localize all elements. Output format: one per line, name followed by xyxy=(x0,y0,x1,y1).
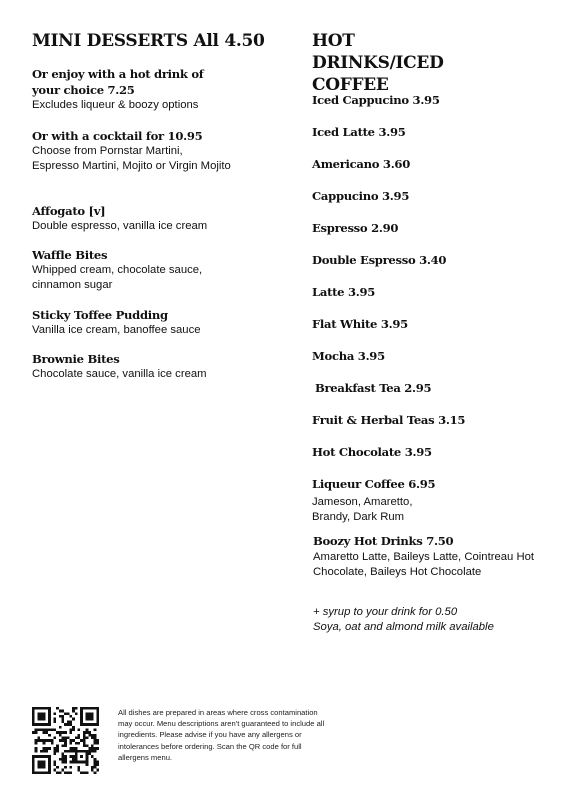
drink-item xyxy=(312,412,557,428)
drink-item xyxy=(312,92,557,108)
drink-item xyxy=(315,380,560,396)
drink-item xyxy=(312,348,557,364)
drink-name: Boozy Hot Drinks 7.50 xyxy=(313,534,454,548)
hot-drinks-section xyxy=(312,30,557,633)
syrup-note: + syrup to your drink for 0.50 xyxy=(313,606,458,618)
dessert-item xyxy=(32,307,272,338)
drink-item xyxy=(312,124,557,140)
drink-desc: Jameson, Amaretto, Brandy, Dark Rum xyxy=(312,496,413,523)
drink-item xyxy=(312,444,557,460)
drink-name: Iced Latte 3.95 xyxy=(312,125,406,139)
drink-name: Fruit & Herbal Teas 3.15 xyxy=(312,413,466,427)
dessert-item xyxy=(32,247,272,293)
dessert-item xyxy=(32,128,272,174)
dessert-name: Brownie Bites xyxy=(32,352,120,366)
drink-item xyxy=(312,252,557,268)
dessert-name: Or enjoy with a hot drink of your choice 7.25 xyxy=(32,67,204,97)
dessert-item xyxy=(32,66,222,113)
desserts-title: MINI DESSERTS All 4.50 xyxy=(32,31,265,51)
drink-name: Liqueur Coffee 6.95 xyxy=(312,477,436,491)
dessert-name: Or with a cocktail for 10.95 xyxy=(32,129,203,143)
dessert-item xyxy=(32,351,272,382)
drink-name: Americano 3.60 xyxy=(312,157,410,171)
allergen-footer xyxy=(32,707,342,775)
drink-name: Espresso 2.90 xyxy=(312,221,399,235)
drink-item xyxy=(313,533,558,580)
qr-code-icon[interactable] xyxy=(32,707,99,774)
milk-note: Soya, oat and almond milk available xyxy=(313,621,494,633)
drink-item xyxy=(312,188,557,204)
drink-name: Flat White 3.95 xyxy=(312,317,408,331)
dessert-desc: Double espresso, vanilla ice cream xyxy=(32,220,208,232)
drinks-title: HOT DRINKS/ICED COFFEE xyxy=(312,31,444,95)
drink-name: Breakfast Tea 2.95 xyxy=(315,381,432,395)
drink-name: Hot Chocolate 3.95 xyxy=(312,445,432,459)
allergen-notice: All dishes are prepared in areas where cross contamination may occur. Menu descriptions aren't guaranteed to include all ingredients. Please advise if you have any allergens or intolerances before ordering. Scan the QR code for full allergens menu. xyxy=(118,708,325,762)
desserts-section xyxy=(32,30,272,380)
drink-item xyxy=(312,476,557,525)
dessert-desc: Vanilla ice cream, banoffee sauce xyxy=(32,324,201,336)
drink-item xyxy=(312,156,557,172)
dessert-desc: Whipped cream, chocolate sauce, cinnamon sugar xyxy=(32,264,203,291)
drink-notes xyxy=(313,605,558,635)
dessert-desc: Excludes liqueur & boozy options xyxy=(32,99,199,111)
dessert-item xyxy=(32,203,272,234)
dessert-name: Affogato [v] xyxy=(32,204,106,218)
drink-item xyxy=(312,316,557,332)
drink-item xyxy=(312,220,557,236)
drink-name: Mocha 3.95 xyxy=(312,349,385,363)
drink-desc: Amaretto Latte, Baileys Latte, Cointreau Hot Chocolate, Baileys Hot Chocolate xyxy=(313,551,535,578)
drink-name: Double Espresso 3.40 xyxy=(312,253,447,267)
drink-name: Latte 3.95 xyxy=(312,285,376,299)
dessert-desc: Chocolate sauce, vanilla ice cream xyxy=(32,368,207,380)
drink-item xyxy=(312,284,557,300)
dessert-name: Waffle Bites xyxy=(32,248,108,262)
drink-name: Cappucino 3.95 xyxy=(312,189,410,203)
drink-name: Iced Cappucino 3.95 xyxy=(312,93,440,107)
dessert-desc: Choose from Pornstar Martini, Espresso Martini, Mojito or Virgin Mojito xyxy=(32,145,231,172)
dessert-name: Sticky Toffee Pudding xyxy=(32,308,168,322)
